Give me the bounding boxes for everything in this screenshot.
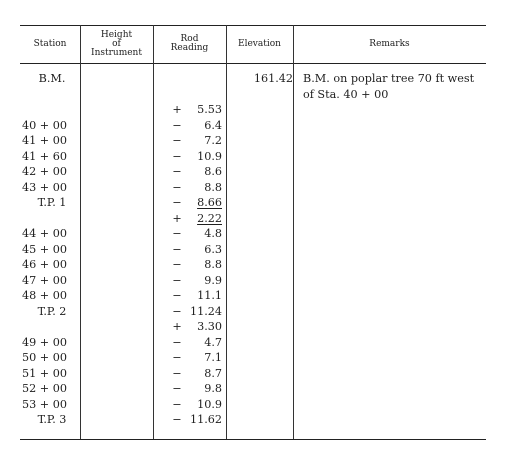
station-cell: 52 + 00 (22, 382, 67, 395)
rod-sign: − (172, 134, 182, 147)
rod-reading-cell (170, 226, 222, 242)
rod-value: 11.62 (189, 413, 222, 426)
table-row (20, 133, 486, 149)
rod-reading-cell (170, 133, 222, 149)
rod-reading-cell (170, 381, 222, 397)
rod-sign: − (172, 413, 182, 426)
rod-sign: − (172, 180, 182, 194)
header-remarks: Remarks (369, 38, 410, 49)
station-cell: 47 + 00 (22, 273, 67, 287)
station-cell: 48 + 00 (22, 289, 67, 302)
rod-sign: + (172, 211, 182, 225)
rod-value: 11.1 (197, 289, 222, 302)
header-station: Station (33, 38, 67, 49)
rod-value: 6.3 (204, 242, 222, 256)
header-rod-reading (153, 25, 226, 63)
rod-value: 7.1 (204, 351, 222, 364)
table-header-rule (20, 63, 486, 64)
rod-sign: − (172, 227, 182, 240)
rod-value: 11.24 (189, 304, 222, 318)
station-cell: B.M. (38, 72, 66, 85)
rod-reading-cell (170, 242, 222, 258)
rod-value: 8.7 (204, 366, 222, 380)
remark-line: of Sta. 40 + 00 (303, 87, 389, 101)
rod-reading-cell (170, 102, 222, 118)
table-row (20, 257, 486, 273)
rod-sign: − (172, 258, 182, 271)
rod-value: 5.53 (197, 103, 222, 116)
header-height-line: of (112, 38, 121, 49)
rod-sign: − (172, 382, 182, 395)
rod-reading-cell (170, 257, 222, 273)
table-row (20, 164, 486, 180)
rod-sign: − (172, 289, 182, 302)
table-row (20, 319, 486, 335)
rod-reading-cell (170, 319, 222, 335)
rod-sign: − (172, 165, 182, 178)
rod-sign: − (172, 366, 182, 380)
remarks-cell (303, 71, 485, 102)
station-cell: 43 + 00 (22, 180, 67, 194)
rod-reading-cell (170, 118, 222, 134)
station-cell: 40 + 00 (22, 118, 67, 132)
rod-value: 4.8 (204, 227, 222, 240)
rod-value: 3.30 (197, 320, 222, 333)
table-row (20, 381, 486, 397)
station-cell: 50 + 00 (22, 351, 67, 364)
rod-reading-cell (170, 288, 222, 304)
table-row (20, 211, 486, 227)
table-row (20, 102, 486, 118)
table-row (20, 195, 486, 211)
station-cell: T.P. 3 (37, 413, 67, 426)
table-row (20, 335, 486, 351)
rod-sign: + (172, 103, 182, 116)
station-cell: 44 + 00 (22, 227, 67, 240)
header-elevation: Elevation (238, 38, 281, 49)
rod-value: 10.9 (197, 397, 222, 411)
rod-sign: − (172, 118, 182, 132)
rod-sign: − (172, 335, 182, 349)
header-height-line: Height (100, 29, 133, 40)
table-row (20, 242, 486, 258)
rod-reading-cell (170, 412, 222, 428)
table-row (20, 273, 486, 289)
rod-value: 8.8 (204, 258, 222, 271)
table-row (20, 412, 486, 428)
rod-reading-cell (170, 273, 222, 289)
rod-value: 9.8 (204, 382, 222, 395)
rod-sign: − (172, 196, 182, 209)
table-row (20, 71, 486, 101)
station-cell: 41 + 60 (22, 149, 67, 163)
rod-reading-cell (170, 180, 222, 196)
station-cell: T.P. 1 (37, 196, 67, 209)
table-row (20, 397, 486, 413)
rod-sign: + (172, 320, 182, 333)
rod-value: 10.9 (197, 149, 222, 163)
rod-reading-cell (170, 211, 222, 227)
station-cell: 49 + 00 (22, 335, 67, 349)
rod-value: 8.8 (204, 180, 222, 194)
rod-sign: − (172, 304, 182, 318)
rod-value: 7.2 (204, 134, 222, 147)
table-row (20, 304, 486, 320)
rod-value: 2.22 (197, 211, 222, 225)
rod-value: 8.66 (197, 196, 222, 209)
table-row (20, 350, 486, 366)
station-cell: 42 + 00 (22, 165, 67, 178)
rod-sign: − (172, 351, 182, 364)
rod-value: 6.4 (204, 118, 222, 132)
remark-line: B.M. on poplar tree 70 ft west (303, 72, 475, 85)
station-cell: 41 + 00 (22, 134, 67, 147)
header-rod-line: Rod (180, 34, 199, 44)
rod-sign: − (172, 273, 182, 287)
table-row (20, 149, 486, 165)
rod-reading-cell (170, 195, 222, 211)
rod-reading-cell (170, 164, 222, 180)
rod-reading-cell (170, 304, 222, 320)
station-cell: 53 + 00 (22, 397, 67, 411)
table-bottom-rule (20, 439, 486, 440)
rod-reading-cell (170, 335, 222, 351)
rod-reading-cell (170, 149, 222, 165)
station-cell: 45 + 00 (22, 242, 67, 256)
header-rod-line: Reading (170, 43, 209, 53)
rod-value: 4.7 (204, 335, 222, 349)
rod-sign: − (172, 242, 182, 256)
rod-reading-cell (170, 350, 222, 366)
table-row (20, 366, 486, 382)
rod-value: 8.6 (204, 165, 222, 178)
header-height-of-instrument (80, 25, 153, 63)
rod-sign: − (172, 397, 182, 411)
table-row (20, 118, 486, 134)
station-cell: 51 + 00 (22, 366, 67, 380)
table-row (20, 288, 486, 304)
table-row (20, 226, 486, 242)
rod-sign: − (172, 149, 182, 163)
header-height-line: Instrument (91, 47, 142, 58)
rod-value: 9.9 (204, 273, 222, 287)
elevation-cell: 161.42 (253, 72, 293, 85)
station-cell: 46 + 00 (22, 258, 67, 271)
rod-reading-cell (170, 366, 222, 382)
table-row (20, 180, 486, 196)
station-cell: T.P. 2 (37, 304, 67, 318)
rod-reading-cell (170, 397, 222, 413)
